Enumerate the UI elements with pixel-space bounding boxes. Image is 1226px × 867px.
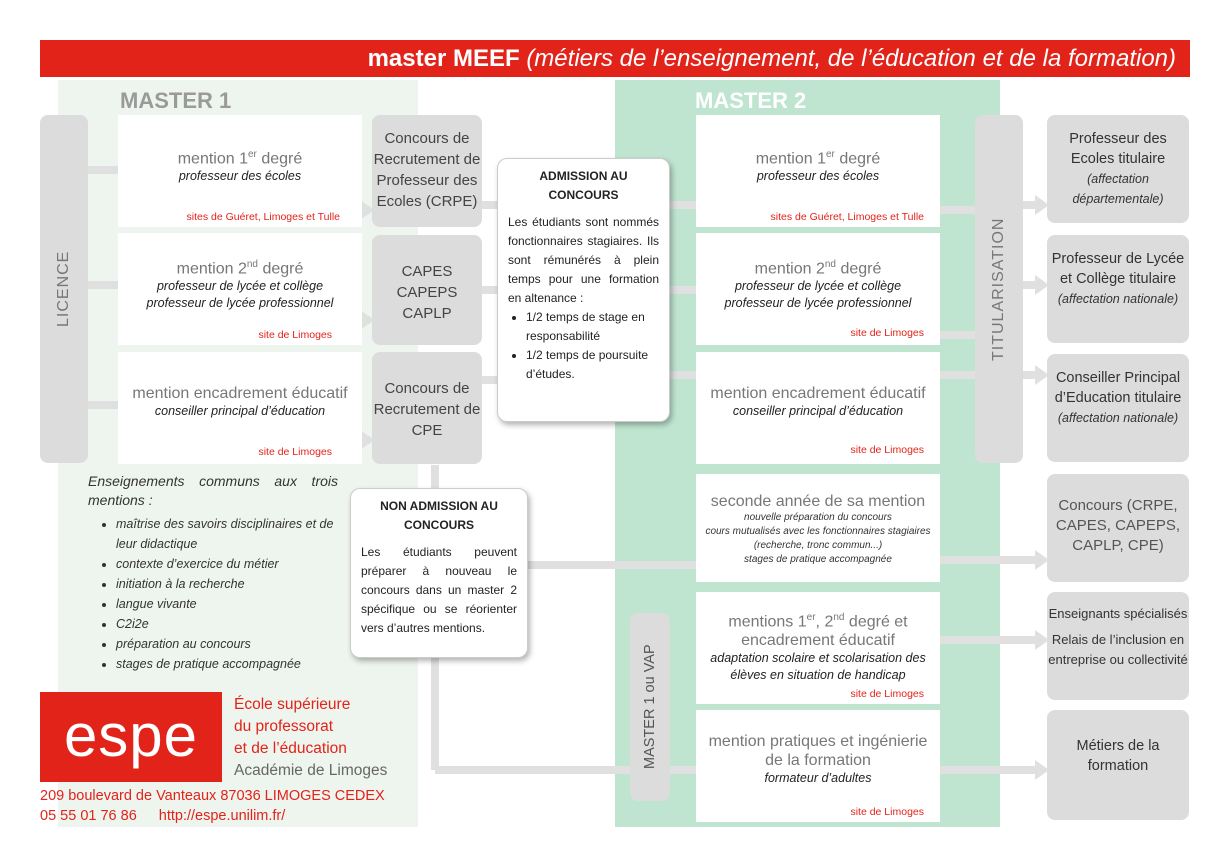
m1-deg1-sup: er xyxy=(247,149,257,160)
admission-item: • 1/2 temps de stage en responsabilité xyxy=(526,308,659,346)
m2-deg1-site: sites de Guéret, Limoges et Tulle xyxy=(770,211,924,223)
enseignement-item: • contexte d’exercice du métier xyxy=(116,554,338,574)
m2-deg2-title2: degré xyxy=(836,260,882,278)
non-admission-head: NON ADMISSION AU CONCOURS xyxy=(380,499,498,532)
m1-enc-title: mention encadrement éducatif xyxy=(132,385,348,402)
outcome-plc-titulaire xyxy=(1047,235,1189,343)
concours-crpe: Concours de Recrutement de Professeur des Ecoles (CRPE) xyxy=(372,115,482,227)
espe-phone: 05 55 01 76 86 xyxy=(40,808,137,824)
m2-deg2-sub1: professeur de lycée et collège xyxy=(734,279,902,294)
outcome-note: (affectation nationale) xyxy=(1057,292,1179,306)
espe-address: 209 boulevard de Vanteaux 87036 LIMOGES CEDEX xyxy=(40,788,385,804)
master1-label: MASTER 1 xyxy=(120,88,232,113)
m1-deg1-title: mention 1 xyxy=(177,150,248,168)
m1-deg1-site: sites de Guéret, Limoges et Tulle xyxy=(186,211,340,223)
enseignement-item: • maîtrise des savoirs disciplinaires et de leur didactique xyxy=(116,514,338,554)
m2-deg1-title: mention 1 xyxy=(755,150,826,168)
m2-seconde-title: seconde année de sa mention xyxy=(710,493,926,510)
admission-box xyxy=(497,158,670,422)
m2-ment-t3: degré et xyxy=(844,613,908,631)
outcome-title: Professeur de Lycée et Collège titulaire xyxy=(1051,251,1185,287)
banner-title: master MEEF xyxy=(367,45,520,72)
espe-line: École supérieure xyxy=(234,696,351,713)
m2-deg2-site: site de Limoges xyxy=(850,327,924,339)
enseignements-communs xyxy=(88,472,338,674)
m2-seconde-line: stages de pratique accompagnée xyxy=(744,554,892,565)
enseignement-item: • langue vivante xyxy=(116,594,338,614)
concours-capeps-item: CAPEPS xyxy=(396,284,458,301)
admission-head: ADMISSION AU CONCOURS xyxy=(539,169,628,202)
m2-ment-sup2: nd xyxy=(833,612,845,623)
m1-enc-site: site de Limoges xyxy=(258,446,332,458)
m2-seconde-line: nouvelle préparation du concours xyxy=(744,512,892,523)
m2-ment-t2: , 2 xyxy=(815,613,834,631)
m1-deg1-sub: professeur des écoles xyxy=(178,169,302,184)
m1-mention-encadrement xyxy=(118,352,362,464)
enseignement-item: • préparation au concours xyxy=(116,634,338,654)
master2-label: MASTER 2 xyxy=(695,88,807,113)
m2-seconde-line: (recherche, tronc commun...) xyxy=(753,540,883,551)
enseignement-item: • C2i2e xyxy=(116,614,338,634)
m1-deg2-sub2: professeur de lycée professionnel xyxy=(146,296,334,311)
titularisation-bar xyxy=(975,115,1023,463)
m2-prat-title: mention pratiques et ingénierie de la formation xyxy=(708,733,928,769)
m2-mention-pratiques xyxy=(696,710,940,822)
m2-deg2-sub2: professeur de lycée professionnel xyxy=(724,296,912,311)
m2-mention-2nd-degre xyxy=(696,233,940,345)
concours-cpe: Concours de Recrutement de CPE xyxy=(372,352,482,464)
espe-line: Académie de Limoges xyxy=(234,762,388,779)
outcome-title: Conseiller Principal d’Education titulaire xyxy=(1054,370,1182,406)
outcome-title: Enseignants spécialisés xyxy=(1048,606,1188,621)
licence-bar xyxy=(40,115,88,463)
m2-enc-sub: conseiller principal d’éducation xyxy=(732,404,904,418)
espe-contact xyxy=(40,786,385,826)
espe-line: du professorat xyxy=(234,718,334,735)
m2-ment-site: site de Limoges xyxy=(850,688,924,700)
concours-capes xyxy=(372,235,482,345)
m2-prat-site: site de Limoges xyxy=(850,806,924,818)
espe-name xyxy=(234,694,387,782)
outcome-title: Professeur des Ecoles titulaire xyxy=(1069,131,1167,167)
banner-subtitle: (métiers de l’enseignement, de l’éducation et de la formation) xyxy=(526,45,1176,72)
m1-deg2-sup: nd xyxy=(246,259,258,270)
non-admission-body: Les étudiants peuvent préparer à nouveau le concours dans un master 2 spécifique ou se réorienter vers d’autres mentions. xyxy=(361,545,517,635)
m1-deg2-title2: degré xyxy=(258,260,304,278)
m1-deg2-title: mention 2 xyxy=(176,260,247,278)
m2-ment-t1: mentions 1 xyxy=(728,613,807,631)
admission-item: • 1/2 temps de poursuite d’études. xyxy=(526,346,659,384)
m1-deg2-site: site de Limoges xyxy=(258,329,332,341)
m2-enc-title: mention encadrement éducatif xyxy=(710,385,926,402)
enseignement-item: • stages de pratique accompagnée xyxy=(116,654,338,674)
outcome-enseignants-specialises xyxy=(1047,592,1189,700)
espe-logo xyxy=(40,692,390,782)
licence-label: LICENCE xyxy=(55,250,72,328)
vap-label: MASTER 1 ou VAP xyxy=(642,644,658,770)
m2-seconde-line: cours mutualisés avec les fonctionnaires stagiaires xyxy=(705,526,931,537)
espe-line: et de l’éducation xyxy=(234,740,347,757)
m2-enc-site: site de Limoges xyxy=(850,444,924,456)
m2-mention-encadrement xyxy=(696,352,940,464)
m2-deg1-sup: er xyxy=(825,149,835,160)
outcome-pe-titulaire xyxy=(1047,115,1189,223)
m1-enc-sub: conseiller principal d’éducation xyxy=(154,404,326,418)
m2-prat-sub: formateur d’adultes xyxy=(764,771,872,785)
espe-wordmark: espe xyxy=(40,692,222,782)
outcome-cpe-titulaire xyxy=(1047,354,1189,462)
espe-url[interactable]: http://espe.unilim.fr/ xyxy=(158,808,286,824)
outcome-concours: Concours (CRPE, CAPES, CAPEPS, CAPLP, CPE) xyxy=(1047,474,1189,582)
m2-ment-sub: adaptation scolaire et scolarisation des élèves en situation de handicap xyxy=(710,651,926,683)
m2-ment-t4: encadrement éducatif xyxy=(741,632,895,650)
m2-deg1-title2: degré xyxy=(834,150,881,168)
m1-mention-2nd-degre xyxy=(118,233,362,345)
titularisation-label: TITULARISATION xyxy=(990,217,1007,361)
m1-mention-1er-degre xyxy=(118,115,362,227)
m2-deg2-title: mention 2 xyxy=(754,260,825,278)
master1-ou-vap-bar xyxy=(630,613,670,801)
m2-mention-1er-degre xyxy=(696,115,940,227)
outcome-note: (affectation nationale) xyxy=(1057,411,1179,425)
m2-seconde-annee xyxy=(696,474,940,582)
outcome-note: Relais de l’inclusion en entreprise ou collectivité xyxy=(1048,632,1188,667)
enseignements-intro: Enseignements communs aux trois mentions : xyxy=(88,473,338,508)
non-admission-box xyxy=(350,488,528,658)
concours-caplp-item: CAPLP xyxy=(402,305,452,322)
m1-deg2-sub1: professeur de lycée et collège xyxy=(156,279,324,294)
m2-deg1-sub: professeur des écoles xyxy=(756,169,880,184)
m1-deg1-title2: degré xyxy=(256,150,303,168)
outcome-metiers-formation: Métiers de la formation xyxy=(1047,710,1189,820)
m2-ment-sup1: er xyxy=(806,612,816,623)
m2-deg2-sup: nd xyxy=(824,259,836,270)
outcome-note: (affectation départementale) xyxy=(1072,172,1164,206)
m2-mentions-specialisees xyxy=(696,592,940,704)
admission-body: Les étudiants sont nommés fonctionnaires stagiaires. Ils sont rémunérés à plein temps pour une formation en altenance : xyxy=(508,215,659,305)
enseignement-item: • initiation à la recherche xyxy=(116,574,338,594)
concours-capes-item: CAPES xyxy=(401,263,453,280)
